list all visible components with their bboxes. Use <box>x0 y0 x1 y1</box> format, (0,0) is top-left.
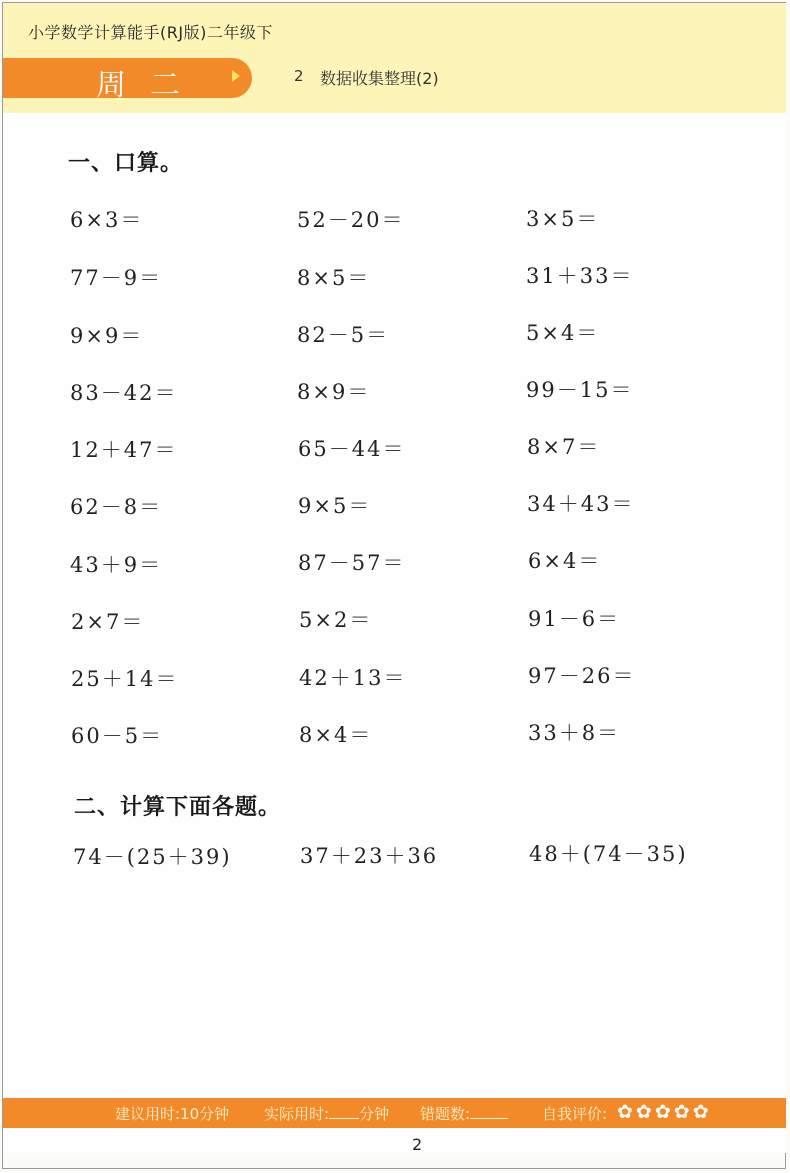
compute-problem: 48＋(74－35) <box>529 842 688 866</box>
flower-star-icon[interactable]: ✿ <box>635 1101 652 1123</box>
oral-problem: 3×5＝ <box>526 207 600 231</box>
oral-problem: 60－5＝ <box>71 724 164 748</box>
actual-time <box>264 1103 389 1124</box>
flower-star-icon[interactable]: ✿ <box>654 1101 671 1123</box>
oral-problem: 2×7＝ <box>71 610 145 634</box>
oral-problem: 8×5＝ <box>297 266 371 290</box>
suggested-time: 建议用时:10分钟 <box>115 1105 230 1123</box>
oral-problem: 9×5＝ <box>298 494 372 518</box>
day-label: 周二 <box>96 68 204 103</box>
error-count-label: 错题数: <box>420 1105 471 1123</box>
oral-problem: 77－9＝ <box>70 266 163 290</box>
flower-star-icon[interactable]: ✿ <box>673 1101 690 1123</box>
section-heading-oral: 一、口算。 <box>68 151 184 176</box>
flower-star-icon[interactable]: ✿ <box>617 1101 633 1123</box>
oral-problem: 8×7＝ <box>527 435 601 459</box>
oral-problem: 62－8＝ <box>70 495 163 519</box>
book-title: 小学数学计算能手(RJ版)二年级下 <box>28 23 273 42</box>
oral-problem: 99－15＝ <box>526 378 634 402</box>
oral-problem: 52－20＝ <box>297 208 405 232</box>
lesson-number: 2 <box>294 67 304 85</box>
lesson-title: 数据收集整理(2) <box>320 69 439 88</box>
compute-problem: 37＋23＋36 <box>300 844 439 868</box>
rating-stars <box>617 1102 709 1122</box>
oral-problem: 5×2＝ <box>299 608 373 632</box>
oral-problem: 83－42＝ <box>70 381 178 405</box>
error-count <box>420 1103 508 1124</box>
oral-problem: 97－26＝ <box>528 664 636 688</box>
error-count-blank[interactable] <box>470 1104 508 1119</box>
oral-problem: 42＋13＝ <box>299 666 407 690</box>
oral-problem: 25＋14＝ <box>71 667 179 691</box>
oral-problem: 8×4＝ <box>299 723 373 747</box>
actual-time-label: 实际用时: <box>264 1105 330 1123</box>
oral-problem: 33＋8＝ <box>528 721 621 745</box>
section-heading-compute: 二、计算下面各题。 <box>74 795 282 820</box>
oral-problem: 31＋33＝ <box>526 264 634 288</box>
actual-time-unit: 分钟 <box>359 1105 390 1123</box>
oral-problem: 6×4＝ <box>528 549 602 573</box>
oral-problem: 34＋43＝ <box>527 492 635 516</box>
oral-problem: 5×4＝ <box>526 321 600 345</box>
oral-problem: 87－57＝ <box>298 551 406 575</box>
oral-problem: 82－5＝ <box>297 323 390 347</box>
oral-problem: 12＋47＝ <box>70 438 178 462</box>
arrow-right-icon <box>232 70 240 82</box>
compute-problem: 74－(25＋39) <box>73 845 232 869</box>
oral-problem: 43＋9＝ <box>70 553 163 577</box>
oral-problem: 6×3＝ <box>70 208 144 232</box>
oral-problem: 9×9＝ <box>70 324 144 348</box>
page-number: 2 <box>412 1135 423 1154</box>
actual-time-blank[interactable] <box>329 1104 359 1119</box>
flower-star-icon[interactable]: ✿ <box>692 1101 709 1123</box>
oral-problem: 65－44＝ <box>298 437 406 461</box>
oral-problem: 91－6＝ <box>528 607 621 631</box>
oral-problem: 8×9＝ <box>297 380 371 404</box>
self-eval-label: 自我评价: <box>542 1105 608 1123</box>
